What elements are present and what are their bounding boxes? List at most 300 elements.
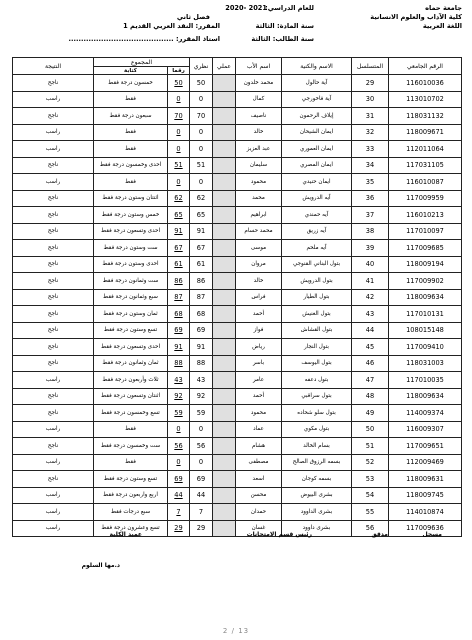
father-name-cell: محمود bbox=[236, 174, 282, 191]
result-cell: راسب bbox=[13, 174, 94, 191]
student-id-cell: 116009307 bbox=[389, 421, 462, 438]
theory-grade-cell: 92 bbox=[190, 388, 213, 405]
total-words-cell: ست وثمانون درجة فقط bbox=[94, 273, 168, 290]
student-id-cell: 113010702 bbox=[389, 91, 462, 108]
father-name-cell: غسان bbox=[236, 520, 282, 537]
practical-grade-cell bbox=[213, 75, 236, 92]
total-digits-cell: 0 bbox=[168, 174, 190, 191]
result-cell: ناجح bbox=[13, 223, 94, 240]
serial-cell: 56 bbox=[352, 520, 389, 537]
total-words-cell: ست وخمسون درجة فقط bbox=[94, 438, 168, 455]
serial-cell: 34 bbox=[352, 157, 389, 174]
grades-table bbox=[12, 57, 462, 537]
total-digits-cell: 7 bbox=[168, 504, 190, 521]
result-cell: ناجح bbox=[13, 240, 94, 257]
father-name-cell: موسى bbox=[236, 240, 282, 257]
auditor-label: مدقق bbox=[371, 531, 388, 538]
practical-grade-cell bbox=[213, 157, 236, 174]
student-name-cell: آية فاخورجي bbox=[282, 91, 352, 108]
result-cell: راسب bbox=[13, 487, 94, 504]
total-digits-cell: 51 bbox=[168, 157, 190, 174]
total-digits-cell: 91 bbox=[168, 339, 190, 356]
practical-grade-cell bbox=[213, 454, 236, 471]
practical-grade-cell bbox=[213, 339, 236, 356]
father-name-cell: مروان bbox=[236, 256, 282, 273]
student-id-cell: 117010131 bbox=[389, 306, 462, 323]
theory-grade-cell: 61 bbox=[190, 256, 213, 273]
practical-grade-cell bbox=[213, 355, 236, 372]
table-row bbox=[13, 471, 462, 488]
result-cell: ناجح bbox=[13, 289, 94, 306]
result-cell: راسب bbox=[13, 372, 94, 389]
serial-cell: 36 bbox=[352, 190, 389, 207]
student-name-cell: بشرى داوود bbox=[282, 520, 352, 537]
total-digits-cell: 43 bbox=[168, 372, 190, 389]
col-header-total-digits: رقما bbox=[168, 67, 190, 75]
student-name-cell: ايمان العموري bbox=[282, 141, 352, 158]
total-words-cell: خمس وستون درجة فقط bbox=[94, 207, 168, 224]
serial-cell: 44 bbox=[352, 322, 389, 339]
total-words-cell: فقط bbox=[94, 174, 168, 191]
table-row bbox=[13, 421, 462, 438]
serial-cell: 46 bbox=[352, 355, 389, 372]
practical-grade-cell bbox=[213, 520, 236, 537]
theory-grade-cell: 91 bbox=[190, 339, 213, 356]
total-words-cell: ثمان وستون درجة فقط bbox=[94, 306, 168, 323]
student-id-cell: 118009634 bbox=[389, 388, 462, 405]
total-words-cell: فقط bbox=[94, 91, 168, 108]
father-name-cell: ناصيف bbox=[236, 108, 282, 125]
total-digits-cell: 88 bbox=[168, 355, 190, 372]
dean-label: عميد الكلية bbox=[109, 531, 142, 538]
grades-table-body bbox=[13, 75, 462, 537]
student-name-cell: بسمه الرزوق الصالح bbox=[282, 454, 352, 471]
table-row bbox=[13, 124, 462, 141]
serial-cell: 35 bbox=[352, 174, 389, 191]
serial-cell: 29 bbox=[352, 75, 389, 92]
student-name-cell: بتول البناني القنوجي bbox=[282, 256, 352, 273]
practical-grade-cell bbox=[213, 306, 236, 323]
practical-grade-cell bbox=[213, 240, 236, 257]
table-row bbox=[13, 454, 462, 471]
total-digits-cell: 67 bbox=[168, 240, 190, 257]
theory-grade-cell: 86 bbox=[190, 273, 213, 290]
table-row bbox=[13, 207, 462, 224]
total-digits-cell: 62 bbox=[168, 190, 190, 207]
exams-head-label: رئيس قسم الامتحانات bbox=[246, 531, 312, 538]
theory-grade-cell: 7 bbox=[190, 504, 213, 521]
col-header-father: اسم الأب bbox=[236, 58, 282, 75]
table-row bbox=[13, 520, 462, 537]
theory-grade-cell: 88 bbox=[190, 355, 213, 372]
practical-grade-cell bbox=[213, 421, 236, 438]
total-digits-cell: 92 bbox=[168, 388, 190, 405]
course-teacher: استاذ المقرر: .......................................... bbox=[68, 35, 220, 43]
student-name-cell: ايمان المصري bbox=[282, 157, 352, 174]
student-name-cell: بتول دعفه bbox=[282, 372, 352, 389]
student-id-cell: 117009902 bbox=[389, 273, 462, 290]
student-id-cell: 116010036 bbox=[389, 75, 462, 92]
academic-year: 2020- 2021 bbox=[225, 4, 267, 12]
student-name-cell: بسمه كوجان bbox=[282, 471, 352, 488]
theory-grade-cell: 43 bbox=[190, 372, 213, 389]
result-cell: راسب bbox=[13, 520, 94, 537]
col-header-practical: عملي bbox=[213, 58, 236, 75]
father-name-cell: فواز bbox=[236, 322, 282, 339]
theory-grade-cell: 51 bbox=[190, 157, 213, 174]
total-words-cell: خمسون درجة فقط bbox=[94, 75, 168, 92]
father-name-cell: محمد حسام bbox=[236, 223, 282, 240]
student-id-cell: 117009959 bbox=[389, 190, 462, 207]
col-header-result: النتيجة bbox=[13, 58, 94, 75]
total-words-cell: ست وستون درجة فقط bbox=[94, 240, 168, 257]
result-cell: راسب bbox=[13, 421, 94, 438]
student-id-cell: 108015148 bbox=[389, 322, 462, 339]
result-cell: راسب bbox=[13, 141, 94, 158]
result-cell: ناجح bbox=[13, 306, 94, 323]
subject-year: سنة المادة: الثالثة bbox=[255, 22, 314, 30]
total-words-cell: احدى وتسعون درجة فقط bbox=[94, 223, 168, 240]
student-name-cell: إيلاف الرحمون bbox=[282, 108, 352, 125]
total-words-cell: سبعون درجة فقط bbox=[94, 108, 168, 125]
serial-cell: 54 bbox=[352, 487, 389, 504]
registrar-label: مسجل bbox=[422, 531, 442, 538]
table-row bbox=[13, 190, 462, 207]
practical-grade-cell bbox=[213, 273, 236, 290]
serial-cell: 50 bbox=[352, 421, 389, 438]
result-cell: ناجح bbox=[13, 405, 94, 422]
theory-grade-cell: 0 bbox=[190, 421, 213, 438]
table-row bbox=[13, 141, 462, 158]
result-cell: ناجح bbox=[13, 207, 94, 224]
page-current: 2 bbox=[222, 627, 229, 635]
total-digits-cell: 68 bbox=[168, 306, 190, 323]
result-cell: ناجح bbox=[13, 388, 94, 405]
theory-grade-cell: 50 bbox=[190, 75, 213, 92]
student-name-cell: بتول سلو شحاده bbox=[282, 405, 352, 422]
table-header-row bbox=[13, 58, 462, 67]
serial-cell: 53 bbox=[352, 471, 389, 488]
father-name-cell: خالد bbox=[236, 273, 282, 290]
table-row bbox=[13, 405, 462, 422]
result-cell: ناجح bbox=[13, 471, 94, 488]
father-name-cell: هشام bbox=[236, 438, 282, 455]
result-cell: ناجح bbox=[13, 322, 94, 339]
table-row bbox=[13, 372, 462, 389]
faculty-name: كلية الآداب والعلوم الانسانية bbox=[370, 13, 462, 21]
student-id-cell: 118009634 bbox=[389, 289, 462, 306]
total-words-cell: سبع درجات فقط bbox=[94, 504, 168, 521]
theory-grade-cell: 68 bbox=[190, 306, 213, 323]
student-name-cell: بتول الغنيش bbox=[282, 306, 352, 323]
practical-grade-cell bbox=[213, 207, 236, 224]
total-words-cell: سبع وثمانون درجة فقط bbox=[94, 289, 168, 306]
theory-grade-cell: 0 bbox=[190, 91, 213, 108]
practical-grade-cell bbox=[213, 124, 236, 141]
table-row bbox=[13, 322, 462, 339]
student-year: سنة الطالب: الثالثة bbox=[251, 35, 314, 43]
result-cell: راسب bbox=[13, 504, 94, 521]
practical-grade-cell bbox=[213, 372, 236, 389]
subject-name: المقرر: النقد العربي القديم 1 bbox=[123, 22, 220, 30]
col-header-id: الرقم الجامعي bbox=[389, 58, 462, 75]
total-digits-cell: 50 bbox=[168, 75, 190, 92]
total-digits-cell: 69 bbox=[168, 322, 190, 339]
serial-cell: 45 bbox=[352, 339, 389, 356]
page-total: 13 bbox=[238, 627, 250, 635]
theory-grade-cell: 44 bbox=[190, 487, 213, 504]
result-cell: ناجح bbox=[13, 355, 94, 372]
practical-grade-cell bbox=[213, 141, 236, 158]
father-name-cell: خالد bbox=[236, 124, 282, 141]
col-header-name: الاسم والكنية bbox=[282, 58, 352, 75]
student-name-cell: آيه زريق bbox=[282, 223, 352, 240]
result-cell: ناجح bbox=[13, 108, 94, 125]
father-name-cell: فراس bbox=[236, 289, 282, 306]
total-digits-cell: 44 bbox=[168, 487, 190, 504]
result-cell: راسب bbox=[13, 124, 94, 141]
practical-grade-cell bbox=[213, 190, 236, 207]
student-id-cell: 118031132 bbox=[389, 108, 462, 125]
table-row bbox=[13, 388, 462, 405]
serial-cell: 43 bbox=[352, 306, 389, 323]
table-row bbox=[13, 438, 462, 455]
student-id-cell: 117009651 bbox=[389, 438, 462, 455]
theory-grade-cell: 70 bbox=[190, 108, 213, 125]
result-cell: ناجح bbox=[13, 273, 94, 290]
student-name-cell: بتول الدرويش bbox=[282, 273, 352, 290]
total-words-cell: ثلاث وأربعون درجة فقط bbox=[94, 372, 168, 389]
total-digits-cell: 29 bbox=[168, 520, 190, 537]
total-digits-cell: 56 bbox=[168, 438, 190, 455]
table-row bbox=[13, 504, 462, 521]
student-name-cell: بتول النجار bbox=[282, 339, 352, 356]
theory-grade-cell: 62 bbox=[190, 190, 213, 207]
serial-cell: 42 bbox=[352, 289, 389, 306]
practical-grade-cell bbox=[213, 91, 236, 108]
serial-cell: 33 bbox=[352, 141, 389, 158]
total-words-cell: فقط bbox=[94, 141, 168, 158]
theory-grade-cell: 0 bbox=[190, 174, 213, 191]
semester: فصل ثاني bbox=[176, 13, 210, 21]
theory-grade-cell: 67 bbox=[190, 240, 213, 257]
table-row bbox=[13, 223, 462, 240]
total-words-cell: تسع وخمسون درجة فقط bbox=[94, 405, 168, 422]
theory-grade-cell: 91 bbox=[190, 223, 213, 240]
result-cell: راسب bbox=[13, 91, 94, 108]
col-header-total-words: كتابة bbox=[94, 67, 168, 75]
student-name-cell: بتول القشاش bbox=[282, 322, 352, 339]
table-row bbox=[13, 157, 462, 174]
table-row bbox=[13, 289, 462, 306]
father-name-cell: أحمد bbox=[236, 306, 282, 323]
serial-cell: 32 bbox=[352, 124, 389, 141]
student-id-cell: 118031003 bbox=[389, 355, 462, 372]
father-name-cell: محمد خلدون bbox=[236, 75, 282, 92]
practical-grade-cell bbox=[213, 108, 236, 125]
student-name-cell: بتول مكوي bbox=[282, 421, 352, 438]
total-digits-cell: 70 bbox=[168, 108, 190, 125]
father-name-cell: ابراهيم bbox=[236, 207, 282, 224]
total-digits-cell: 86 bbox=[168, 273, 190, 290]
father-name-cell: محمد bbox=[236, 190, 282, 207]
table-row bbox=[13, 355, 462, 372]
theory-grade-cell: 56 bbox=[190, 438, 213, 455]
practical-grade-cell bbox=[213, 438, 236, 455]
student-id-cell: 118009631 bbox=[389, 471, 462, 488]
student-id-cell: 117009685 bbox=[389, 240, 462, 257]
father-name-cell: رياض bbox=[236, 339, 282, 356]
father-name-cell: محسن bbox=[236, 487, 282, 504]
total-words-cell: اثنتان وتسعون درجة فقط bbox=[94, 388, 168, 405]
theory-grade-cell: 0 bbox=[190, 124, 213, 141]
university-name: جامعة حماه bbox=[425, 4, 462, 12]
student-name-cell: آية حالول bbox=[282, 75, 352, 92]
total-words-cell: فقط bbox=[94, 454, 168, 471]
theory-grade-cell: 69 bbox=[190, 471, 213, 488]
page-separator: / bbox=[231, 627, 235, 635]
serial-cell: 39 bbox=[352, 240, 389, 257]
theory-grade-cell: 0 bbox=[190, 454, 213, 471]
table-row bbox=[13, 108, 462, 125]
total-digits-cell: 65 bbox=[168, 207, 190, 224]
table-row bbox=[13, 273, 462, 290]
col-header-theory: نظري bbox=[190, 58, 213, 75]
total-words-cell: تسع وستون درجة فقط bbox=[94, 322, 168, 339]
table-row bbox=[13, 306, 462, 323]
table-row bbox=[13, 240, 462, 257]
result-cell: ناجح bbox=[13, 438, 94, 455]
student-id-cell: 118009194 bbox=[389, 256, 462, 273]
total-words-cell: احدى وخمسون درجة فقط bbox=[94, 157, 168, 174]
student-id-cell: 114010874 bbox=[389, 504, 462, 521]
table-row bbox=[13, 256, 462, 273]
student-name-cell: بتول الطيار bbox=[282, 289, 352, 306]
student-id-cell: 117009410 bbox=[389, 339, 462, 356]
father-name-cell: كمال bbox=[236, 91, 282, 108]
practical-grade-cell bbox=[213, 174, 236, 191]
total-digits-cell: 0 bbox=[168, 454, 190, 471]
academic-year-label: للعام الدراسي: bbox=[265, 4, 314, 12]
student-name-cell: بشرى الداوود bbox=[282, 504, 352, 521]
result-cell: ناجح bbox=[13, 157, 94, 174]
father-name-cell: اسعد bbox=[236, 471, 282, 488]
student-id-cell: 117031105 bbox=[389, 157, 462, 174]
father-name-cell: محمود bbox=[236, 405, 282, 422]
serial-cell: 30 bbox=[352, 91, 389, 108]
total-words-cell: اربع واربعون درجة فقط bbox=[94, 487, 168, 504]
student-name-cell: بتول اليوسف bbox=[282, 355, 352, 372]
practical-grade-cell bbox=[213, 405, 236, 422]
student-name-cell: آيه الدرويش bbox=[282, 190, 352, 207]
father-name-cell: أحمد bbox=[236, 388, 282, 405]
student-id-cell: 114009374 bbox=[389, 405, 462, 422]
practical-grade-cell bbox=[213, 504, 236, 521]
serial-cell: 55 bbox=[352, 504, 389, 521]
result-cell: راسب bbox=[13, 454, 94, 471]
student-id-cell: 116010087 bbox=[389, 174, 462, 191]
total-words-cell: احدى وستون درجة فقط bbox=[94, 256, 168, 273]
student-name-cell: ايمان حنيدي bbox=[282, 174, 352, 191]
total-words-cell: ثمان وثمانون درجة فقط bbox=[94, 355, 168, 372]
practical-grade-cell bbox=[213, 223, 236, 240]
practical-grade-cell bbox=[213, 256, 236, 273]
father-name-cell: مصطفى bbox=[236, 454, 282, 471]
student-id-cell: 117010035 bbox=[389, 372, 462, 389]
theory-grade-cell: 29 bbox=[190, 520, 213, 537]
practical-grade-cell bbox=[213, 322, 236, 339]
practical-grade-cell bbox=[213, 388, 236, 405]
result-cell: ناجح bbox=[13, 256, 94, 273]
serial-cell: 31 bbox=[352, 108, 389, 125]
total-words-cell: فقط bbox=[94, 124, 168, 141]
father-name-cell: حمدان bbox=[236, 504, 282, 521]
serial-cell: 47 bbox=[352, 372, 389, 389]
student-id-cell: 118009745 bbox=[389, 487, 462, 504]
theory-grade-cell: 65 bbox=[190, 207, 213, 224]
serial-cell: 41 bbox=[352, 273, 389, 290]
student-name-cell: آيه حمندي bbox=[282, 207, 352, 224]
result-cell: ناجح bbox=[13, 75, 94, 92]
total-words-cell: اثنتان وستون درجة فقط bbox=[94, 190, 168, 207]
total-digits-cell: 91 bbox=[168, 223, 190, 240]
col-header-seq: المتسلسل bbox=[352, 58, 389, 75]
student-id-cell: 116010213 bbox=[389, 207, 462, 224]
father-name-cell: سليمان bbox=[236, 157, 282, 174]
serial-cell: 38 bbox=[352, 223, 389, 240]
col-header-total: المجموع bbox=[94, 58, 190, 67]
theory-grade-cell: 87 bbox=[190, 289, 213, 306]
total-words-cell: تسع وعشرون درجة فقط bbox=[94, 520, 168, 537]
total-digits-cell: 0 bbox=[168, 124, 190, 141]
total-words-cell: تسع وستون درجة فقط bbox=[94, 471, 168, 488]
father-name-cell: عامر bbox=[236, 372, 282, 389]
serial-cell: 48 bbox=[352, 388, 389, 405]
total-words-cell: فقط bbox=[94, 421, 168, 438]
student-id-cell: 117009636 bbox=[389, 520, 462, 537]
theory-grade-cell: 69 bbox=[190, 322, 213, 339]
serial-cell: 40 bbox=[352, 256, 389, 273]
student-id-cell: 117010097 bbox=[389, 223, 462, 240]
result-cell: ناجح bbox=[13, 190, 94, 207]
total-digits-cell: 0 bbox=[168, 91, 190, 108]
theory-grade-cell: 59 bbox=[190, 405, 213, 422]
serial-cell: 49 bbox=[352, 405, 389, 422]
theory-grade-cell: 0 bbox=[190, 141, 213, 158]
student-name-cell: ايمان الشيحان bbox=[282, 124, 352, 141]
student-name-cell: آيه ملحم bbox=[282, 240, 352, 257]
student-id-cell: 112011064 bbox=[389, 141, 462, 158]
dean-name: د.مها السلوم bbox=[81, 562, 120, 569]
table-row bbox=[13, 487, 462, 504]
serial-cell: 37 bbox=[352, 207, 389, 224]
total-digits-cell: 0 bbox=[168, 141, 190, 158]
student-name-cell: بشرى البيوض bbox=[282, 487, 352, 504]
table-row bbox=[13, 91, 462, 108]
student-id-cell: 118009671 bbox=[389, 124, 462, 141]
father-name-cell: عماد bbox=[236, 421, 282, 438]
practical-grade-cell bbox=[213, 487, 236, 504]
result-cell: ناجح bbox=[13, 339, 94, 356]
student-id-cell: 112009469 bbox=[389, 454, 462, 471]
serial-cell: 52 bbox=[352, 454, 389, 471]
student-name-cell: بتول سراقبي bbox=[282, 388, 352, 405]
total-digits-cell: 69 bbox=[168, 471, 190, 488]
total-words-cell: احدى وتسعون درجة فقط bbox=[94, 339, 168, 356]
student-name-cell: بسام الخالد bbox=[282, 438, 352, 455]
practical-grade-cell bbox=[213, 471, 236, 488]
father-name-cell: عبد العزيز bbox=[236, 141, 282, 158]
